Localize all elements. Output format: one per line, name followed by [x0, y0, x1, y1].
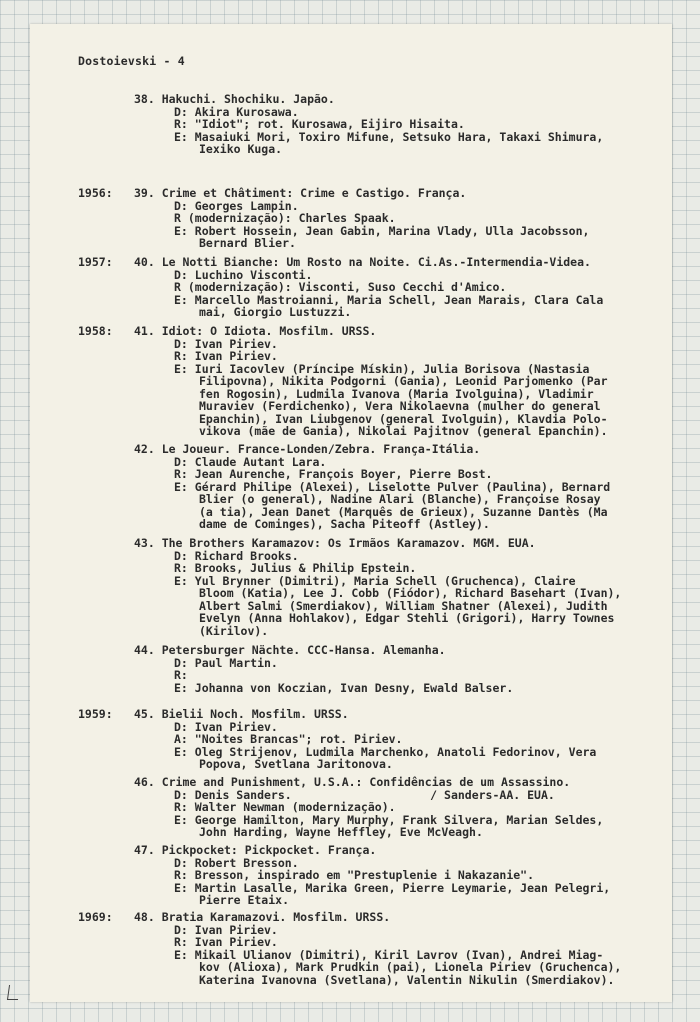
- film-entry: [30, 256, 672, 319]
- credit-continuation: John Harding, Wayne Heffley, Eve McVeagh.: [199, 825, 483, 839]
- credit-continuation: dame de Cominges), Sacha Piteoff (Astley).: [199, 517, 490, 531]
- credit-line: E: Marcello Mastroianni, Maria Schell, Jean Marais, Clara Cala: [174, 292, 604, 307]
- credit-continuation: Katerina Ivanovna (Svetlana), Valentin Nikulin (Smerdiakov).: [199, 972, 615, 987]
- credit-continuation: Popova, Svetlana Jaritonova.: [199, 757, 393, 771]
- credit-line: D: Georges Lampin.: [174, 198, 299, 213]
- credit-line: R: Walter Newman (modernização).: [174, 800, 396, 814]
- film-entry: [30, 911, 672, 986]
- credit-line: R: Bresson, inspirado em "Prestuplenie i Nakazanie".: [174, 868, 535, 882]
- credit-continuation: Pierre Etaix.: [199, 893, 290, 907]
- credit-continuation: Bloom (Katia), Lee J. Cobb (Fiódor), Richard Basehart (Ivan),: [199, 586, 622, 600]
- entry-year: 1957:: [78, 255, 113, 269]
- document-page: [30, 24, 672, 1002]
- entry-title-line: 43. The Brothers Karamazov: Os Irmãos Karamazov. MGM. EUA.: [134, 536, 536, 550]
- film-entry: [30, 776, 672, 839]
- credit-line: E: George Hamilton, Mary Murphy, Frank Silvera, Marian Seldes,: [174, 812, 604, 827]
- entry-year: 1959:: [78, 707, 113, 721]
- entry-year: 1958:: [78, 324, 113, 338]
- credit-continuation: Albert Salmi (Smerdiakov), William Shatner (Alexei), Judith: [199, 598, 608, 613]
- credit-continuation: Evelyn (Anna Hohlakov), Edgar Stehli (Grigori), Harry Townes: [199, 611, 615, 625]
- entry-year: 1969:: [78, 910, 113, 924]
- credit-line: D: Paul Martin.: [174, 655, 278, 670]
- credit-continuation: kov (Alioxa), Mark Prudkin (pai), Lionela Piriev (Gruchenca),: [199, 960, 622, 974]
- credit-line: E: Oleg Strijenov, Ludmila Marchenko, Anatoli Fedorinov, Vera: [174, 744, 597, 759]
- credit-line: R:: [174, 668, 188, 682]
- document-title: Dostoievski - 4: [78, 54, 185, 68]
- entry-title-line: 45. Bielii Noch. Mosfilm. URSS.: [134, 707, 349, 721]
- entry-title-line: 39. Crime et Châtiment: Crime e Castigo. França.: [134, 186, 467, 200]
- credit-line: D: Ivan Piriev.: [174, 719, 278, 734]
- entry-title-line: 41. Idiot: O Idiota. Mosfilm. URSS.: [134, 324, 377, 338]
- credit-line: E: Masaiuki Mori, Toxiro Mifune, Setsuko Hara, Takaxi Shimura,: [174, 129, 604, 144]
- film-entry: [30, 644, 672, 694]
- entry-title-line: 40. Le Notti Bianche: Um Rosto na Noite. Ci.As.-Intermendia-Videa.: [134, 255, 591, 269]
- entry-title-line: 48. Bratia Karamazovi. Mosfilm. URSS.: [134, 910, 391, 924]
- credit-line: E: Robert Hossein, Jean Gabin, Marina Vlady, Ulla Jacobsson,: [174, 223, 590, 238]
- credit-continuation: Bernard Blier.: [199, 236, 296, 250]
- margin-mark: [7, 985, 20, 1000]
- credit-continuation: Epanchin), Ivan Liubgenov (general Ivolguin), Klavdia Polo-: [199, 411, 608, 426]
- credit-line: E: Yul Brynner (Dimitri), Maria Schell (Gruchenca), Claire: [174, 573, 576, 588]
- entry-title-line: 44. Petersburger Nächte. CCC-Hansa. Alemanha.: [134, 643, 446, 657]
- credit-line: D: Ivan Piriev.: [174, 336, 278, 351]
- entry-year: 1956:: [78, 186, 113, 200]
- credit-line: D: Robert Bresson.: [174, 855, 299, 870]
- credit-line: E: Iuri Iacovlev (Príncipe Mískin), Julia Borisova (Nastasia: [174, 361, 590, 376]
- credit-line: A: "Noites Brancas"; rot. Piriev.: [174, 732, 403, 746]
- credit-line: R: Jean Aurenche, François Boyer, Pierre Bost.: [174, 467, 493, 481]
- credit-line: E: Johanna von Koczian, Ivan Desny, Ewald Balser.: [174, 680, 514, 695]
- film-entry: [30, 325, 672, 438]
- credit-line: E: Gérard Philipe (Alexei), Liselotte Pulver (Paulina), Bernard: [174, 479, 611, 494]
- credit-line: R: "Idiot"; rot. Kurosawa, Eijiro Hisaita.: [174, 117, 465, 131]
- credit-line: D: Akira Kurosawa.: [174, 104, 299, 119]
- film-entry: [30, 443, 672, 531]
- credit-line: R: Brooks, Julius & Philip Epstein.: [174, 561, 417, 575]
- credit-line: R (modernização): Charles Spaak.: [174, 211, 396, 225]
- entry-title-line: 47. Pickpocket: Pickpocket. França.: [134, 843, 377, 857]
- credit-continuation: (a tia), Jean Danet (Marquês de Grieux), Suzanne Dantès (Ma: [199, 504, 608, 519]
- credit-continuation: Filipovna), Nikita Podgorni (Gania), Leonid Parjomenko (Par: [199, 374, 608, 388]
- credit-continuation: fen Rogosin), Ludmila Ivanova (Maria Ivolguina), Vladimir: [199, 386, 594, 401]
- credit-line: R: Ivan Piriev.: [174, 349, 278, 363]
- credit-line: E: Mikail Ulianov (Dimitri), Kiril Lavrov (Ivan), Andrei Miag-: [174, 947, 604, 962]
- credit-line: D: Claude Autant Lara.: [174, 454, 327, 469]
- entry-title-line: 46. Crime and Punishment, U.S.A.: Confidências de um Assassino.: [134, 775, 571, 789]
- credit-continuation: (Kirilov).: [199, 623, 269, 638]
- entry-title-line: 38. Hakuchi. Shochiku. Japão.: [134, 92, 335, 106]
- credit-line: D: Luchino Visconti.: [174, 267, 313, 282]
- film-entry: [30, 708, 672, 771]
- credit-line: D: Richard Brooks.: [174, 548, 299, 563]
- film-entry: [30, 93, 672, 156]
- entry-title-line: 42. Le Joueur. France-Londen/Zebra. França-Itália.: [134, 442, 481, 456]
- film-entry: [30, 537, 672, 637]
- credit-line: R: Ivan Piriev.: [174, 935, 278, 949]
- credit-continuation: vikova (mãe de Gania), Nikolai Pajitnov (general Epanchin).: [199, 424, 608, 438]
- credit-continuation: Muraviev (Ferdichenko), Vera Nikolaevna (mulher do general: [199, 399, 601, 413]
- credit-continuation: Iexiko Kuga.: [199, 142, 283, 156]
- credit-line: R (modernização): Visconti, Suso Cecchi d'Amico.: [174, 280, 507, 294]
- credit-continuation: Blier (o general), Nadine Alari (Blanche), Françoise Rosay: [199, 492, 601, 506]
- credit-continuation: mai, Giorgio Lustuzzi.: [199, 305, 352, 319]
- credit-line: D: Ivan Piriev.: [174, 922, 278, 937]
- credit-line: D: Denis Sanders. / Sanders-AA. EUA.: [174, 787, 555, 802]
- film-entry: [30, 844, 672, 907]
- credit-line: E: Martin Lasalle, Marika Green, Pierre Leymarie, Jean Pelegri,: [174, 880, 611, 895]
- film-entry: [30, 187, 672, 250]
